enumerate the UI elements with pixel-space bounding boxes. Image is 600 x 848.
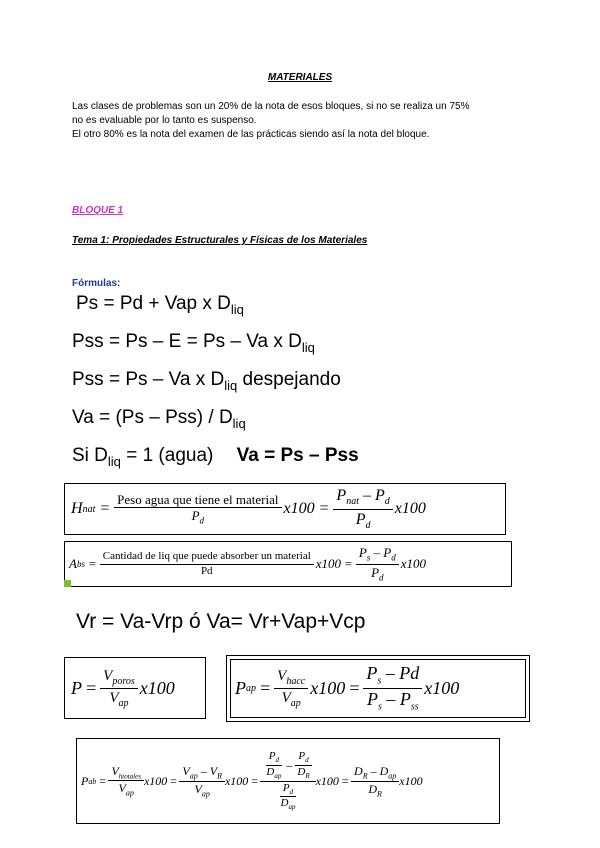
- formula-pss: Pss = Ps – E = Ps – Va x $D_{liq}$: [72, 331, 315, 355]
- formula-box-hnat: H nat = $\frac{\text{Peso agua que tiene el material}}{P_d}$ x100 = $\frac{P_{nat} - P_d}{P_d}$ x100: [64, 483, 506, 535]
- formula-ps: Ps = Pd + Vap x $D_{liq}$: [76, 293, 244, 317]
- intro-paragraph: [72, 100, 542, 142]
- p-fraction: $\frac{V_{poros}}{V_{ap}}$: [100, 667, 138, 710]
- formula-box-pap: P ap = $\frac{V_{hacc}}{V_{ap}}$ x100 = $\frac{P_s - Pd}{P_s - P_{ss}}$ x100: [230, 659, 526, 718]
- hnat-fraction-2: $\frac{P_{nat} - P_d}{P_d}$: [333, 486, 392, 531]
- margin-marker: [64, 580, 71, 587]
- pab-subfraction-denominator: $\frac{P_d}{D_{ap}}$: [280, 781, 296, 812]
- formula-box-absorcion: A bs = $\frac{\text{Cantidad de liq que puede absorber un material}}{Pd}$ x100 = $\frac{P_s - P_d}{P_d}$ x100: [64, 541, 512, 587]
- formula-box-pab: P ab = $\frac{V_{htotales}}{V_{ap}}$ x100 = $\frac{V_{ap} - V_R}{V_{ap}}$ x100 = $\frac{P_d}{D_{ap}}$ – $\frac{P_d}{D_R}$ $\frac{P_d}{D_{ap}}$ x100 = $\frac{D_R - D_{ap}}{D_R}$ x100: [76, 738, 500, 824]
- formula-box-porosidad: P = $\frac{V_{poros}}{V_{ap}}$ x100: [64, 657, 206, 719]
- section-heading-bloque: BLOQUE 1: [72, 205, 124, 216]
- intro-line-1: Las clases de problemas son un 20% de la nota de esos bloques, si no se realiza un 75%: [72, 101, 470, 112]
- formula-vr: Vr = Va-Vrp ó Va= Vr+Vap+Vcp: [76, 610, 366, 633]
- formulas-label: Fórmulas:: [72, 278, 121, 289]
- pab-fraction-2: $\frac{V_{ap} - V_R}{V_{ap}}$: [179, 764, 225, 799]
- abs-fraction-1: $\frac{\text{Cantidad de liq que puede absorber un material}}{Pd}$: [100, 550, 314, 577]
- pab-fraction-3: $\frac{P_d}{D_{ap}}$ – $\frac{P_d}{D_R}$ $\frac{P_d}{D_{ap}}$: [260, 750, 315, 811]
- pab-subfraction-pd-dap: $\frac{P_d}{D_{ap}}$: [266, 750, 282, 781]
- page-title: MATERIALES: [267, 72, 333, 83]
- pab-fraction-4: $\frac{D_R - D_{ap}}{D_R}$: [351, 764, 399, 799]
- pab-subfraction-pd-dr: $\frac{P_d}{D_R}$: [297, 750, 310, 781]
- intro-line-3: El otro 80% es la nota del examen de las prácticas siendo así la nota del bloque.: [72, 129, 430, 140]
- formula-si-agua: Si $D_{liq} = 1$ (agua) Va = Ps – Pss: [72, 445, 359, 469]
- intro-line-2: no es evaluable por lo tanto es suspenso.: [72, 115, 257, 126]
- topic-heading: Tema 1: Propiedades Estructurales y Físicas de los Materiales: [72, 235, 368, 246]
- abs-fraction-2: $\frac{P_s - P_d}{P_d}$: [356, 545, 399, 583]
- pab-fraction-1: $\frac{V_{htotales}}{V_{ap}}$: [108, 764, 144, 799]
- formula-va: $Va = (Ps - Pss) / D_{liq}$: [72, 407, 246, 431]
- pap-fraction-1: $\frac{V_{hacc}}{V_{ap}}$: [274, 667, 308, 710]
- formula-pss-despejando: Pss = Ps – Va x $D_{liq}$ despejando: [72, 369, 341, 393]
- pap-fraction-2: $\frac{P_s - Pd}{P_s - P_{ss}}$: [363, 663, 422, 713]
- hnat-fraction-1: $\frac{\text{Peso agua que tiene el material}}{P_d}$: [114, 492, 281, 527]
